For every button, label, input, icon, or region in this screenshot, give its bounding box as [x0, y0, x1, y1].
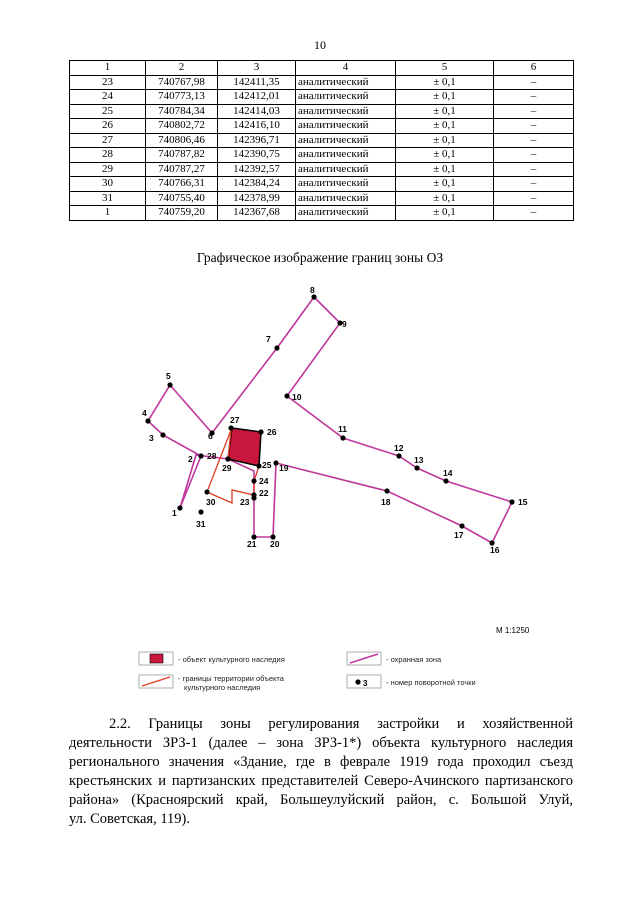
section-paragraph — [69, 715, 573, 829]
point-label-8: 8 — [310, 285, 315, 295]
table-cell: – — [494, 191, 574, 206]
boundary-point-27 — [228, 425, 233, 430]
boundary-point-7 — [274, 345, 279, 350]
table-cell: – — [494, 133, 574, 148]
table-cell: 27 — [70, 133, 146, 148]
table-cell: – — [494, 75, 574, 90]
table-cell: 24 — [70, 90, 146, 105]
point-label-27: 27 — [230, 415, 240, 425]
table-cell: 142390,75 — [218, 148, 296, 163]
paragraph-line: ул. Советская, 119). — [69, 811, 191, 827]
point-label-19: 19 — [279, 463, 289, 473]
point-label-24: 24 — [259, 476, 269, 486]
table-cell: 142414,03 — [218, 104, 296, 119]
table-cell: – — [494, 104, 574, 119]
point-label-21: 21 — [247, 539, 257, 549]
table-cell: – — [494, 162, 574, 177]
point-label-7: 7 — [266, 334, 271, 344]
table-cell: аналитический — [296, 119, 396, 134]
table-cell: 740787,82 — [146, 148, 218, 163]
paragraph-line: деятельности ЗРЗ-1 (далее – зона ЗРЗ-1*) объекта культурного наследия — [69, 735, 573, 751]
point-label-28: 28 — [207, 451, 217, 461]
boundary-point-31 — [198, 509, 203, 514]
boundary-point-19 — [273, 460, 278, 465]
point-label-3: 3 — [149, 433, 154, 443]
boundary-point-26 — [258, 429, 263, 434]
table-cell: аналитический — [296, 148, 396, 163]
point-label-18: 18 — [381, 497, 391, 507]
legend-territory-label-line1: - границы территории объекта — [178, 674, 284, 683]
legend-zone-label: - охранная зона — [386, 655, 442, 664]
table-cell: 28 — [70, 148, 146, 163]
boundary-point-30 — [204, 489, 209, 494]
table-cell: 1 — [70, 61, 146, 76]
table-cell: аналитический — [296, 133, 396, 148]
table-cell: 25 — [70, 104, 146, 119]
table-cell: – — [494, 206, 574, 221]
point-label-29: 29 — [222, 463, 232, 473]
legend-territory-label — [178, 674, 284, 692]
table-cell: ± 0,1 — [396, 75, 494, 90]
table-cell: 142416,10 — [218, 119, 296, 134]
table-cell: ± 0,1 — [396, 191, 494, 206]
table-cell: 23 — [70, 75, 146, 90]
point-label-4: 4 — [142, 408, 147, 418]
boundary-point-23 — [251, 495, 256, 500]
table-cell: ± 0,1 — [396, 119, 494, 134]
table-cell: 740787,27 — [146, 162, 218, 177]
boundary-point-15 — [509, 499, 514, 504]
boundary-point-14 — [443, 478, 448, 483]
table-cell: – — [494, 148, 574, 163]
point-label-26: 26 — [267, 427, 277, 437]
point-label-22: 22 — [259, 488, 269, 498]
table-cell: 740755,40 — [146, 191, 218, 206]
point-label-6: 6 — [208, 431, 213, 441]
point-label-5: 5 — [166, 371, 171, 381]
point-label-10: 10 — [292, 392, 302, 402]
boundary-point-12 — [396, 453, 401, 458]
point-label-30: 30 — [206, 497, 216, 507]
table-cell: 142378,99 — [218, 191, 296, 206]
table-cell: ± 0,1 — [396, 148, 494, 163]
table-cell: аналитический — [296, 104, 396, 119]
point-label-9: 9 — [342, 319, 347, 329]
table-cell: 740784,34 — [146, 104, 218, 119]
table-cell: 5 — [396, 61, 494, 76]
table-cell: 740773,13 — [146, 90, 218, 105]
boundary-point-3 — [160, 432, 165, 437]
table-cell: 26 — [70, 119, 146, 134]
boundary-point-18 — [384, 488, 389, 493]
cultural-object — [228, 428, 261, 466]
point-label-20: 20 — [270, 539, 280, 549]
scale-label: М 1:1250 — [496, 626, 530, 635]
table-cell: аналитический — [296, 177, 396, 192]
point-label-17: 17 — [454, 530, 464, 540]
boundary-point-11 — [340, 435, 345, 440]
boundary-point-10 — [284, 393, 289, 398]
point-label-16: 16 — [490, 545, 500, 555]
table-cell: 30 — [70, 177, 146, 192]
table-cell: 4 — [296, 61, 396, 76]
table-cell: – — [494, 90, 574, 105]
table-cell: – — [494, 177, 574, 192]
table-cell: ± 0,1 — [396, 104, 494, 119]
table-cell: ± 0,1 — [396, 90, 494, 105]
table-cell: 740806,46 — [146, 133, 218, 148]
boundary-point-4 — [145, 418, 150, 423]
table-cell: аналитический — [296, 191, 396, 206]
legend-marker-number: 3 — [363, 679, 368, 688]
point-label-11: 11 — [338, 424, 347, 434]
point-label-25: 25 — [262, 460, 272, 470]
legend-object-fill — [150, 654, 163, 663]
legend-marker-label: - номер поворотной точки — [386, 678, 476, 687]
table-cell: 3 — [218, 61, 296, 76]
boundary-point-8 — [311, 294, 316, 299]
point-label-31: 31 — [196, 519, 206, 529]
point-label-1: 1 — [172, 508, 177, 518]
table-cell: аналитический — [296, 75, 396, 90]
point-label-12: 12 — [394, 443, 404, 453]
point-label-13: 13 — [414, 455, 424, 465]
table-cell: 142392,57 — [218, 162, 296, 177]
table-cell: 142396,71 — [218, 133, 296, 148]
table-cell: 29 — [70, 162, 146, 177]
boundary-point-2 — [198, 453, 203, 458]
point-label-15: 15 — [518, 497, 528, 507]
table-cell: 142411,35 — [218, 75, 296, 90]
table-cell: 740802,72 — [146, 119, 218, 134]
boundary-point-5 — [167, 382, 172, 387]
table-cell: 142412,01 — [218, 90, 296, 105]
boundary-point-24 — [251, 478, 256, 483]
paragraph-line: 2.2. Границы зоны регулирования застройки и хозяйственной — [109, 716, 573, 732]
boundary-point-25 — [256, 463, 261, 468]
paragraph-line: крестьянских и партизанских представителей Северо-Ачинского партизанского — [69, 773, 573, 789]
table-cell: ± 0,1 — [396, 177, 494, 192]
table-cell: 31 — [70, 191, 146, 206]
table-cell: – — [494, 119, 574, 134]
legend-territory-label-line2: культурного наследия — [184, 683, 261, 692]
protection-zone-boundary — [148, 297, 512, 543]
table-cell: 740759,20 — [146, 206, 218, 221]
point-label-14: 14 — [443, 468, 453, 478]
table-cell: ± 0,1 — [396, 206, 494, 221]
legend-marker-dot — [355, 679, 360, 684]
table-cell: 740766,31 — [146, 177, 218, 192]
table-cell: ± 0,1 — [396, 133, 494, 148]
table-cell: аналитический — [296, 206, 396, 221]
table-cell: 1 — [70, 206, 146, 221]
legend-object-label: - объект культурного наследия — [178, 655, 285, 664]
table-cell: аналитический — [296, 162, 396, 177]
table-cell: ± 0,1 — [396, 162, 494, 177]
diagram-title: Графическое изображение границ зоны ОЗ — [196, 250, 444, 265]
table-cell: 6 — [494, 61, 574, 76]
paragraph-line: района» (Красноярский край, Большеулуйский район, с. Большой Улуй, — [69, 792, 573, 808]
point-label-2: 2 — [188, 454, 193, 464]
table-cell: 142384,24 — [218, 177, 296, 192]
boundary-point-1 — [177, 505, 182, 510]
boundary-point-13 — [414, 465, 419, 470]
table-cell: 2 — [146, 61, 218, 76]
page-number: 10 — [314, 38, 326, 52]
boundary-point-17 — [459, 523, 464, 528]
paragraph-line: регионального значения «Здание, где в феврале 1919 года проходил съезд — [69, 754, 573, 770]
point-label-23: 23 — [240, 497, 250, 507]
boundary-point-29 — [225, 456, 230, 461]
table-cell: аналитический — [296, 90, 396, 105]
table-cell: 740767,98 — [146, 75, 218, 90]
table-cell: 142367,68 — [218, 206, 296, 221]
